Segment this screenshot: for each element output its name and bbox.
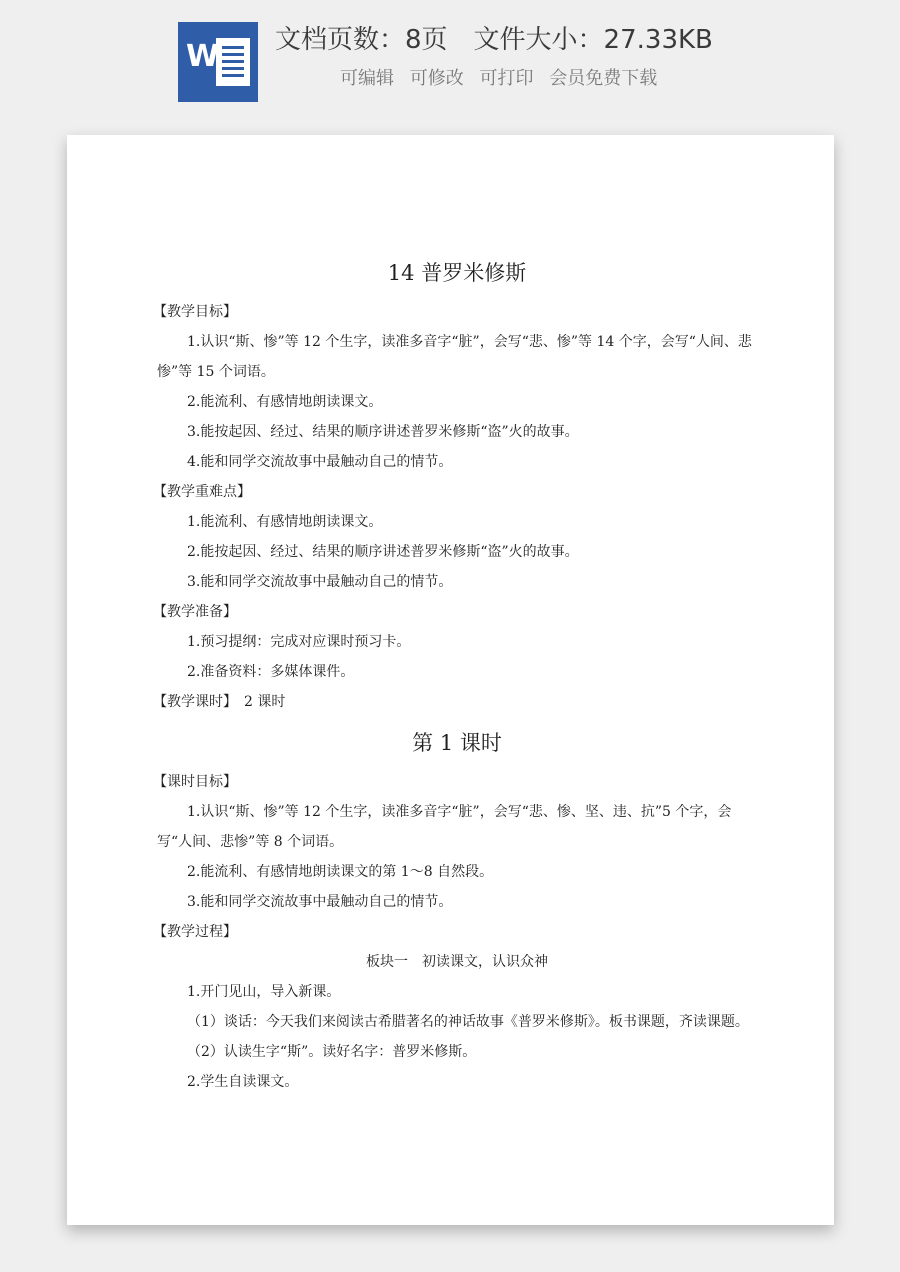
feature-free-download: 会员免费下载	[549, 68, 658, 89]
download-banner	[0, 0, 900, 120]
section-heading-process: 【教学过程】	[153, 924, 237, 940]
document-body	[153, 253, 757, 1097]
prep-item: 1.预习提纲：完成对应课时预习卡。	[187, 634, 411, 650]
key-point-item: 3.能和同学交流故事中最触动自己的情节。	[187, 574, 453, 590]
feature-list	[340, 64, 667, 94]
goal-item: 4.能和同学交流故事中最触动自己的情节。	[187, 454, 453, 470]
document-title: 14 普罗米修斯	[387, 261, 527, 285]
document-page	[67, 135, 834, 1225]
section-heading-key-points: 【教学重难点】	[153, 484, 251, 500]
process-item: （1）谈话：今天我们来阅读古希腊著名的神话故事《普罗米修斯》。板书课题，齐读课题。	[187, 1014, 749, 1030]
w-letter: W	[186, 39, 220, 74]
feature-editable: 可编辑	[340, 68, 394, 89]
page-count: 文档页数：8页	[275, 25, 448, 55]
lesson-goal-item: 3.能和同学交流故事中最触动自己的情节。	[187, 894, 453, 910]
section-heading-goals: 【教学目标】	[153, 304, 237, 320]
process-item: 2.学生自读课文。	[187, 1074, 299, 1090]
doc-sheet	[216, 38, 250, 86]
block-title: 板块一 初读课文，认识众神	[366, 954, 548, 970]
prep-item: 2.准备资料：多媒体课件。	[187, 664, 355, 680]
section-heading-lesson-goals: 【课时目标】	[153, 774, 237, 790]
lesson-goal-item: 1.认识“斯、惨”等 12 个生字，读准多音字“脏”，会写“悲、惨、坚、违、抗”5 个字，会写“人间、悲惨”等 8 个词语。	[157, 804, 732, 850]
feature-modifiable: 可修改	[409, 68, 464, 89]
process-item: （2）认读生字“斯”。读好名字：普罗米修斯。	[187, 1044, 477, 1060]
file-size: 文件大小：27.33KB	[473, 25, 713, 55]
lesson-goal-item: 2.能流利、有感情地朗读课文的第 1～8 自然段。	[187, 864, 494, 880]
feature-printable: 可打印	[479, 68, 534, 89]
lesson-title: 第 1 课时	[412, 731, 502, 755]
key-point-item: 2.能按起因、经过、结果的顺序讲述普罗米修斯“盗”火的故事。	[187, 544, 579, 560]
goal-item: 3.能按起因、经过、结果的顺序讲述普罗米修斯“盗”火的故事。	[187, 424, 579, 440]
goal-item: 1.认识“斯、惨”等 12 个生字，读准多音字“脏”，会写“悲、惨”等 14 个字，会写“人间、悲惨”等 15 个词语。	[157, 334, 752, 380]
document-meta	[275, 20, 713, 60]
goal-item: 2.能流利、有感情地朗读课文。	[187, 394, 383, 410]
section-heading-hours: 【教学课时】 2 课时	[153, 694, 286, 710]
key-point-item: 1.能流利、有感情地朗读课文。	[187, 514, 383, 530]
process-item: 1.开门见山，导入新课。	[187, 984, 341, 1000]
word-document-icon	[178, 22, 258, 102]
section-heading-preparation: 【教学准备】	[153, 604, 237, 620]
